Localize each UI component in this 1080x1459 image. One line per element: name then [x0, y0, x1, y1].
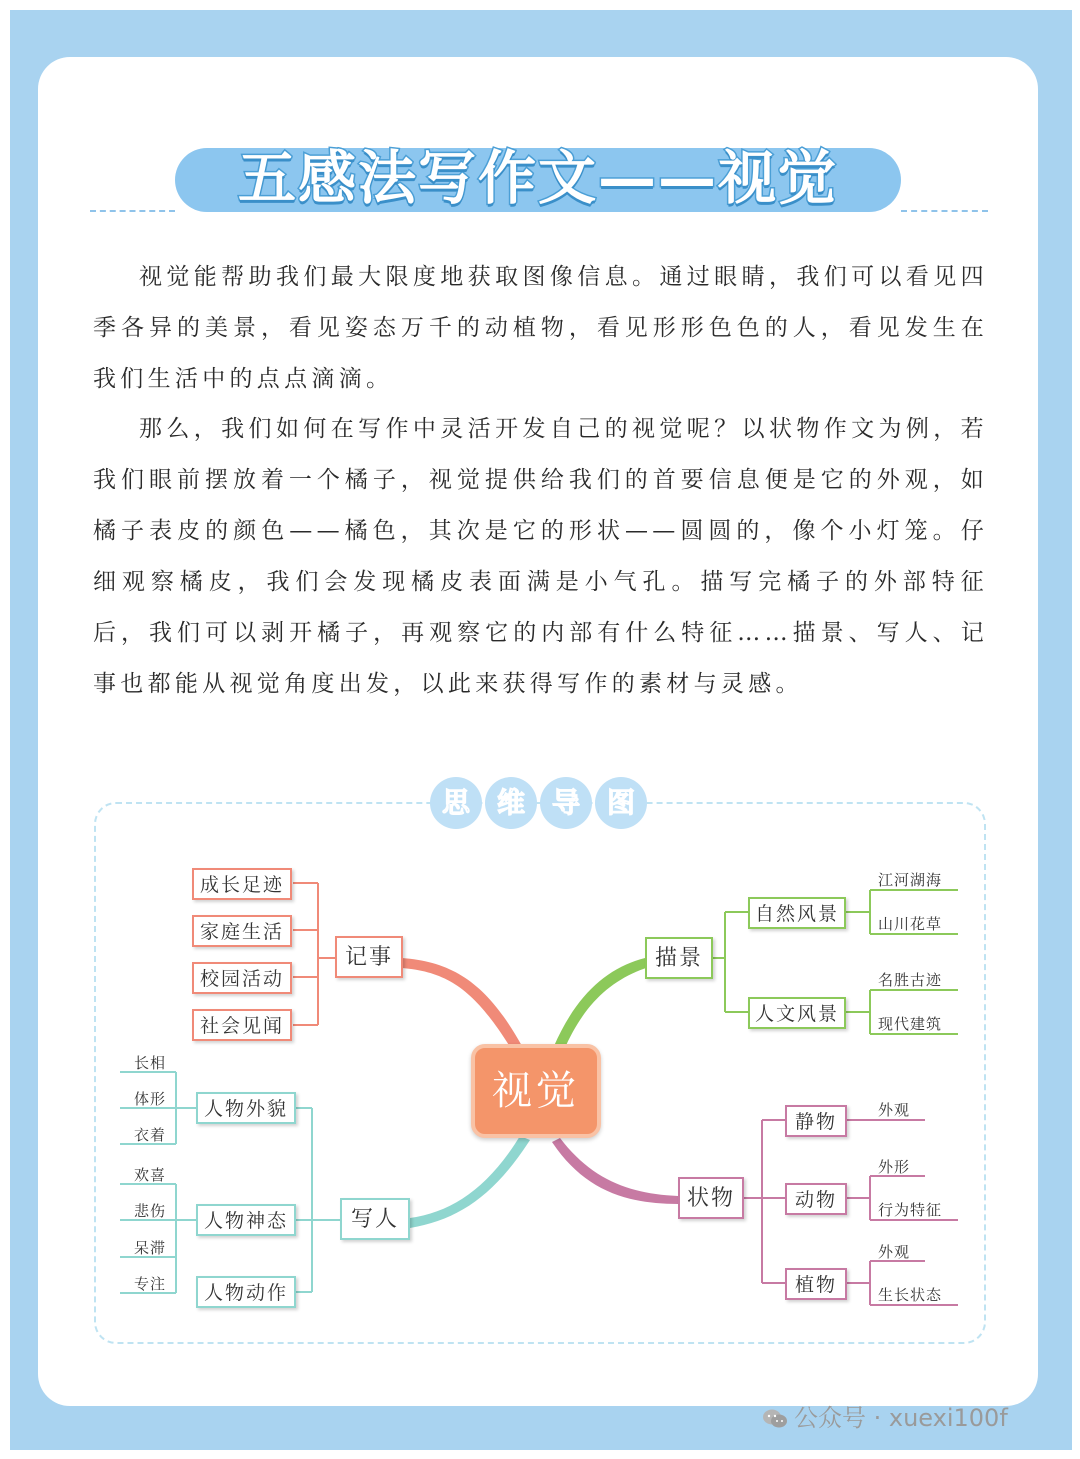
- node-jishi-item: 家庭生活: [192, 915, 292, 947]
- node-jingwu: 静物: [785, 1105, 847, 1137]
- leaf-label: 现代建筑: [878, 1015, 943, 1033]
- leaf-label: 名胜古迹: [878, 971, 943, 989]
- watermark-text: 公众号 · xuexi100f: [794, 1404, 1008, 1432]
- leaf-label: 外形: [878, 1158, 911, 1176]
- node-jishi-item: 校园活动: [192, 962, 292, 994]
- node-renwu-waimao: 人物外貌: [196, 1092, 296, 1124]
- branch-miaojing-curve: [554, 958, 646, 1050]
- leaf-label: 衣着: [134, 1126, 167, 1144]
- node-jishi-item: 成长足迹: [192, 868, 292, 900]
- leaf-label: 江河湖海: [878, 871, 943, 889]
- leaf-label: 长相: [134, 1054, 167, 1072]
- mindmap-heading-char: 思: [430, 777, 482, 829]
- leaf-label: 欢喜: [134, 1166, 167, 1184]
- node-ziran-fengjing: 自然风景: [748, 897, 846, 929]
- node-renwen-fengjing: 人文风景: [748, 997, 846, 1029]
- leaf-label: 外观: [878, 1101, 911, 1119]
- branch-zhuangwu-curve: [552, 1138, 678, 1204]
- leaf-label: 呆滞: [134, 1239, 167, 1257]
- leaf-label: 行为特征: [878, 1201, 943, 1219]
- intro-paragraph: 视觉能帮助我们最大限度地获取图像信息。通过眼睛，我们可以看见四季各异的美景，看见姿态万千的动植物，看见形形色色的人，看见发生在我们生活中的点点滴滴。: [93, 264, 988, 392]
- mindmap-heading-char: 导: [540, 777, 592, 829]
- leaf-label: 专注: [134, 1275, 167, 1293]
- page-title: 五感法写作文——视觉: [237, 144, 838, 212]
- node-zhiwu: 植物: [785, 1268, 847, 1300]
- node-miaojing: 描景: [645, 937, 713, 979]
- mindmap-center-node: 视觉: [471, 1044, 601, 1138]
- wechat-icon: [762, 1408, 788, 1430]
- leaf-label: 外观: [878, 1243, 911, 1261]
- jishi-bracket: [293, 883, 335, 1025]
- leaf-label: 体形: [134, 1090, 167, 1108]
- example-paragraph: 那么，我们如何在写作中灵活开发自己的视觉呢？以状物作文为例，若我们眼前摆放着一个橘子，视觉提供给我们的首要信息便是它的外观，如橘子表皮的颜色——橘色，其次是它的形状——圆圆的，像个小灯笼。仔细观察橘皮，我们会发现橘皮表面满是小气孔。描写完橘子的外部特征后，我们可以剥开橘子，再观察它的内部有什么特征……描景、写人、记事也都能从视觉角度出发，以此来获得写作的素材与灵感。: [93, 416, 988, 697]
- node-renwu-shentai: 人物神态: [196, 1204, 296, 1236]
- node-zhuangwu: 状物: [678, 1177, 744, 1219]
- node-jishi: 记事: [335, 936, 403, 978]
- mindmap-heading-char: 维: [485, 777, 537, 829]
- leaf-label: 生长状态: [878, 1286, 943, 1304]
- mindmap-heading-char: 图: [595, 777, 647, 829]
- node-xieren: 写人: [340, 1198, 410, 1240]
- leaf-label: 山川花草: [878, 915, 943, 933]
- node-renwu-dongzuo: 人物动作: [196, 1276, 296, 1308]
- leaf-label: 悲伤: [134, 1202, 167, 1220]
- branch-jishi-curve: [402, 958, 522, 1050]
- branch-xieren-curve: [410, 1136, 530, 1228]
- node-dongwu: 动物: [785, 1183, 847, 1215]
- watermark: [762, 1398, 1008, 1433]
- node-jishi-item: 社会见闻: [192, 1009, 292, 1041]
